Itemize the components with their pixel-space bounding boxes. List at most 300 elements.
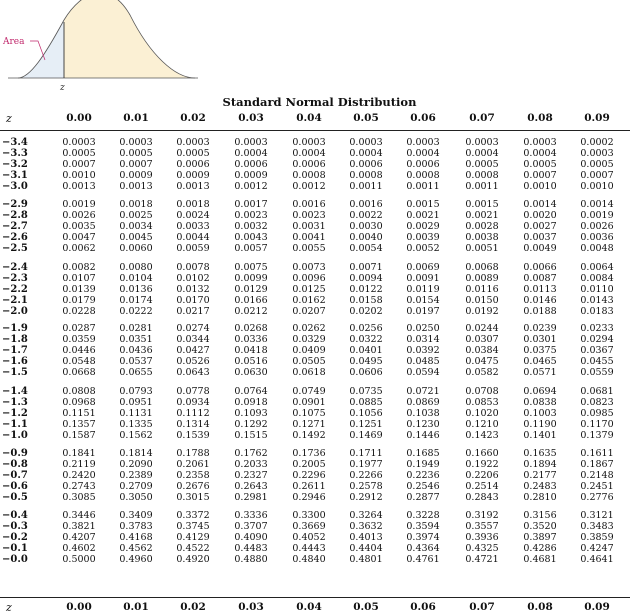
probability-cell: 0.0071 xyxy=(349,262,383,273)
probability-cell: 0.0643 xyxy=(176,367,210,379)
probability-cell: 0.1210 xyxy=(465,419,499,431)
probability-cell: 0.0721 xyxy=(406,386,440,397)
probability-cell: 0.0011 xyxy=(465,181,499,193)
probability-cell: 0.0015 xyxy=(465,199,499,210)
column-header-0-06: 0.06 xyxy=(410,112,436,124)
probability-cell: 0.0010 xyxy=(523,181,557,193)
probability-cell: 0.2005 xyxy=(292,459,326,471)
probability-cell: 0.0465 xyxy=(523,356,557,368)
probability-cell: 0.0051 xyxy=(465,243,499,255)
probability-cell: 0.0026 xyxy=(580,221,614,233)
probability-cell: 0.0314 xyxy=(406,334,440,346)
probability-cell: 0.0166 xyxy=(234,295,268,307)
probability-cell: 0.0418 xyxy=(234,345,268,357)
probability-cell: 0.0064 xyxy=(580,262,614,273)
probability-cell: 0.4364 xyxy=(406,543,440,555)
probability-cell: 0.0003 xyxy=(349,137,383,148)
probability-cell: 0.0869 xyxy=(406,397,440,409)
z-value: −2.2 xyxy=(2,284,28,296)
probability-cell: 0.0005 xyxy=(62,148,96,160)
probability-cell: 0.0006 xyxy=(349,159,383,171)
probability-cell: 0.3336 xyxy=(234,510,268,521)
probability-cell: 0.1660 xyxy=(465,448,499,459)
z-value: −2.7 xyxy=(2,221,28,233)
probability-cell: 0.0008 xyxy=(465,170,499,182)
probability-cell: 0.1788 xyxy=(176,448,210,459)
probability-cell: 0.0668 xyxy=(62,367,96,379)
probability-cell: 0.0008 xyxy=(349,170,383,182)
probability-cell: 0.0174 xyxy=(119,295,153,307)
probability-cell: 0.3632 xyxy=(349,521,383,533)
z-value: −0.3 xyxy=(2,521,28,533)
probability-cell: 0.3264 xyxy=(349,510,383,521)
probability-cell: 0.1611 xyxy=(580,448,614,459)
probability-cell: 0.0005 xyxy=(176,148,210,160)
probability-cell: 0.0030 xyxy=(349,221,383,233)
probability-cell: 0.2981 xyxy=(234,492,268,504)
probability-cell: 0.2776 xyxy=(580,492,614,504)
z-value: −1.8 xyxy=(2,334,28,346)
probability-cell: 0.0027 xyxy=(523,221,557,233)
probability-cell: 0.0012 xyxy=(292,181,326,193)
probability-cell: 0.0119 xyxy=(406,284,440,296)
probability-cell: 0.1357 xyxy=(62,419,96,431)
column-footer-0-01: 0.01 xyxy=(123,601,149,613)
probability-cell: 0.0054 xyxy=(349,243,383,255)
probability-cell: 0.0062 xyxy=(62,243,96,255)
probability-cell: 0.2266 xyxy=(349,470,383,482)
probability-cell: 0.4090 xyxy=(234,532,268,544)
probability-cell: 0.0038 xyxy=(465,232,499,244)
probability-cell: 0.0004 xyxy=(523,148,557,160)
probability-cell: 0.0005 xyxy=(580,159,614,171)
probability-cell: 0.2709 xyxy=(119,481,153,493)
probability-cell: 0.0036 xyxy=(580,232,614,244)
z-value: −0.4 xyxy=(2,510,28,521)
probability-cell: 0.0125 xyxy=(292,284,326,296)
probability-cell: 0.4207 xyxy=(62,532,96,544)
probability-cell: 0.0004 xyxy=(292,148,326,160)
probability-cell: 0.0023 xyxy=(234,210,268,222)
probability-cell: 0.2090 xyxy=(119,459,153,471)
probability-cell: 0.4129 xyxy=(176,532,210,544)
z-value: −3.0 xyxy=(2,181,28,193)
probability-cell: 0.0537 xyxy=(119,356,153,368)
probability-cell: 0.0336 xyxy=(234,334,268,346)
probability-cell: 0.0505 xyxy=(292,356,326,368)
probability-cell: 0.1736 xyxy=(292,448,326,459)
probability-cell: 0.0087 xyxy=(523,273,557,285)
probability-cell: 0.4602 xyxy=(62,543,96,555)
probability-cell: 0.0006 xyxy=(406,159,440,171)
probability-cell: 0.0475 xyxy=(465,356,499,368)
probability-cell: 0.4286 xyxy=(523,543,557,555)
probability-cell: 0.0778 xyxy=(176,386,210,397)
column-header-0-08: 0.08 xyxy=(527,112,553,124)
normal-curve-figure xyxy=(0,0,200,100)
probability-cell: 0.0041 xyxy=(292,232,326,244)
probability-cell: 0.0885 xyxy=(349,397,383,409)
probability-cell: 0.0571 xyxy=(523,367,557,379)
probability-cell: 0.1814 xyxy=(119,448,153,459)
probability-cell: 0.0274 xyxy=(176,323,210,334)
z-value: −0.0 xyxy=(2,554,28,566)
probability-cell: 0.1949 xyxy=(406,459,440,471)
probability-cell: 0.1335 xyxy=(119,419,153,431)
z-value: −1.0 xyxy=(2,430,28,442)
probability-cell: 0.1469 xyxy=(349,430,383,442)
probability-cell: 0.0455 xyxy=(580,356,614,368)
probability-cell: 0.0808 xyxy=(62,386,96,397)
probability-cell: 0.0005 xyxy=(465,159,499,171)
probability-cell: 0.0032 xyxy=(234,221,268,233)
probability-cell: 0.0094 xyxy=(349,273,383,285)
z-value: −2.8 xyxy=(2,210,28,222)
probability-cell: 0.1841 xyxy=(62,448,96,459)
probability-cell: 0.0104 xyxy=(119,273,153,285)
probability-cell: 0.0188 xyxy=(523,306,557,318)
probability-cell: 0.3669 xyxy=(292,521,326,533)
probability-cell: 0.2061 xyxy=(176,459,210,471)
probability-cell: 0.0110 xyxy=(580,284,614,296)
probability-cell: 0.0084 xyxy=(580,273,614,285)
z-value: −3.1 xyxy=(2,170,28,182)
probability-cell: 0.1423 xyxy=(465,430,499,442)
probability-cell: 0.0019 xyxy=(62,199,96,210)
probability-cell: 0.0014 xyxy=(580,199,614,210)
probability-cell: 0.0007 xyxy=(119,159,153,171)
z-value: −1.3 xyxy=(2,397,28,409)
probability-cell: 0.4960 xyxy=(119,554,153,566)
probability-cell: 0.1922 xyxy=(465,459,499,471)
probability-cell: 0.1151 xyxy=(62,408,96,420)
probability-cell: 0.0162 xyxy=(292,295,326,307)
probability-cell: 0.0116 xyxy=(465,284,499,296)
z-value: −2.4 xyxy=(2,262,28,273)
probability-cell: 0.0022 xyxy=(349,210,383,222)
probability-cell: 0.0026 xyxy=(62,210,96,222)
probability-cell: 0.1635 xyxy=(523,448,557,459)
z-value: −1.5 xyxy=(2,367,28,379)
probability-cell: 0.0009 xyxy=(176,170,210,182)
column-header-0-05: 0.05 xyxy=(353,112,379,124)
probability-cell: 0.4761 xyxy=(406,554,440,566)
probability-cell: 0.0016 xyxy=(349,199,383,210)
probability-cell: 0.5000 xyxy=(62,554,96,566)
probability-cell: 0.0003 xyxy=(465,137,499,148)
z-value: −0.6 xyxy=(2,481,28,493)
probability-cell: 0.0132 xyxy=(176,284,210,296)
probability-cell: 0.1056 xyxy=(349,408,383,420)
probability-cell: 0.0401 xyxy=(349,345,383,357)
probability-cell: 0.2743 xyxy=(62,481,96,493)
probability-cell: 0.0823 xyxy=(580,397,614,409)
column-footer-0-09: 0.09 xyxy=(584,601,610,613)
probability-cell: 0.0516 xyxy=(234,356,268,368)
probability-cell: 0.3557 xyxy=(465,521,499,533)
probability-cell: 0.3192 xyxy=(465,510,499,521)
probability-cell: 0.0037 xyxy=(523,232,557,244)
probability-cell: 0.1711 xyxy=(349,448,383,459)
probability-cell: 0.0029 xyxy=(406,221,440,233)
probability-cell: 0.0735 xyxy=(349,386,383,397)
probability-cell: 0.0091 xyxy=(406,273,440,285)
probability-cell: 0.0113 xyxy=(523,284,557,296)
probability-cell: 0.0023 xyxy=(292,210,326,222)
z-footer: z xyxy=(6,601,12,614)
probability-cell: 0.0043 xyxy=(234,232,268,244)
probability-cell: 0.2236 xyxy=(406,470,440,482)
probability-cell: 0.0287 xyxy=(62,323,96,334)
probability-cell: 0.0099 xyxy=(234,273,268,285)
probability-cell: 0.0207 xyxy=(292,306,326,318)
probability-cell: 0.1762 xyxy=(234,448,268,459)
column-header-0-02: 0.02 xyxy=(180,112,206,124)
probability-cell: 0.1131 xyxy=(119,408,153,420)
probability-cell: 0.0749 xyxy=(292,386,326,397)
z-value: −0.1 xyxy=(2,543,28,555)
probability-cell: 0.0089 xyxy=(465,273,499,285)
probability-cell: 0.1020 xyxy=(465,408,499,420)
probability-cell: 0.3409 xyxy=(119,510,153,521)
z-value: −2.1 xyxy=(2,295,28,307)
probability-cell: 0.1515 xyxy=(234,430,268,442)
probability-cell: 0.3300 xyxy=(292,510,326,521)
probability-cell: 0.0329 xyxy=(292,334,326,346)
probability-cell: 0.0004 xyxy=(234,148,268,160)
probability-cell: 0.1075 xyxy=(292,408,326,420)
probability-cell: 0.2676 xyxy=(176,481,210,493)
column-footer-0-00: 0.00 xyxy=(66,601,92,613)
probability-cell: 0.0102 xyxy=(176,273,210,285)
z-value: −1.6 xyxy=(2,356,28,368)
z-value: −2.0 xyxy=(2,306,28,318)
column-footer-0-06: 0.06 xyxy=(410,601,436,613)
probability-cell: 0.2327 xyxy=(234,470,268,482)
probability-cell: 0.0019 xyxy=(580,210,614,222)
probability-cell: 0.0069 xyxy=(406,262,440,273)
probability-cell: 0.0384 xyxy=(465,345,499,357)
probability-cell: 0.0618 xyxy=(292,367,326,379)
column-header-0-09: 0.09 xyxy=(584,112,610,124)
probability-cell: 0.0031 xyxy=(292,221,326,233)
probability-cell: 0.1271 xyxy=(292,419,326,431)
probability-cell: 0.0918 xyxy=(234,397,268,409)
probability-cell: 0.0034 xyxy=(119,221,153,233)
probability-cell: 0.0010 xyxy=(62,170,96,182)
probability-cell: 0.1401 xyxy=(523,430,557,442)
probability-cell: 0.0075 xyxy=(234,262,268,273)
probability-cell: 0.4920 xyxy=(176,554,210,566)
probability-cell: 0.0150 xyxy=(465,295,499,307)
probability-cell: 0.0066 xyxy=(523,262,557,273)
probability-cell: 0.0122 xyxy=(349,284,383,296)
probability-cell: 0.0025 xyxy=(119,210,153,222)
probability-cell: 0.0096 xyxy=(292,273,326,285)
probability-cell: 0.3745 xyxy=(176,521,210,533)
probability-cell: 0.0020 xyxy=(523,210,557,222)
probability-cell: 0.3015 xyxy=(176,492,210,504)
probability-cell: 0.0136 xyxy=(119,284,153,296)
probability-cell: 0.3859 xyxy=(580,532,614,544)
probability-cell: 0.0013 xyxy=(62,181,96,193)
z-header: z xyxy=(6,112,12,125)
z-value: −2.9 xyxy=(2,199,28,210)
probability-cell: 0.0392 xyxy=(406,345,440,357)
probability-cell: 0.0035 xyxy=(62,221,96,233)
probability-cell: 0.0003 xyxy=(176,137,210,148)
probability-cell: 0.4247 xyxy=(580,543,614,555)
probability-cell: 0.3594 xyxy=(406,521,440,533)
probability-cell: 0.2451 xyxy=(580,481,614,493)
probability-cell: 0.4840 xyxy=(292,554,326,566)
z-value: −0.2 xyxy=(2,532,28,544)
probability-cell: 0.2177 xyxy=(523,470,557,482)
probability-cell: 0.1379 xyxy=(580,430,614,442)
probability-cell: 0.0233 xyxy=(580,323,614,334)
probability-cell: 0.1977 xyxy=(349,459,383,471)
z-value: −0.8 xyxy=(2,459,28,471)
probability-cell: 0.3936 xyxy=(465,532,499,544)
probability-cell: 0.0016 xyxy=(292,199,326,210)
probability-cell: 0.0606 xyxy=(349,367,383,379)
probability-cell: 0.1170 xyxy=(580,419,614,431)
z-value: −2.6 xyxy=(2,232,28,244)
probability-cell: 0.4404 xyxy=(349,543,383,555)
probability-cell: 0.0049 xyxy=(523,243,557,255)
probability-cell: 0.0002 xyxy=(580,137,614,148)
z-value: −2.3 xyxy=(2,273,28,285)
probability-cell: 0.2877 xyxy=(406,492,440,504)
probability-cell: 0.2514 xyxy=(465,481,499,493)
probability-cell: 0.1446 xyxy=(406,430,440,442)
probability-cell: 0.2611 xyxy=(292,481,326,493)
probability-cell: 0.0427 xyxy=(176,345,210,357)
column-header-0-04: 0.04 xyxy=(296,112,322,124)
column-footer-0-03: 0.03 xyxy=(238,601,264,613)
probability-cell: 0.0179 xyxy=(62,295,96,307)
probability-cell: 0.1038 xyxy=(406,408,440,420)
probability-cell: 0.2546 xyxy=(406,481,440,493)
probability-cell: 0.2578 xyxy=(349,481,383,493)
probability-cell: 0.0934 xyxy=(176,397,210,409)
probability-cell: 0.3483 xyxy=(580,521,614,533)
probability-cell: 0.0009 xyxy=(234,170,268,182)
probability-cell: 0.4681 xyxy=(523,554,557,566)
probability-cell: 0.0344 xyxy=(176,334,210,346)
z-value: −3.2 xyxy=(2,159,28,171)
probability-cell: 0.2912 xyxy=(349,492,383,504)
probability-cell: 0.2358 xyxy=(176,470,210,482)
z-value: −2.5 xyxy=(2,243,28,255)
probability-cell: 0.0073 xyxy=(292,262,326,273)
figure-z-label: z xyxy=(60,83,65,93)
probability-cell: 0.0007 xyxy=(523,170,557,182)
probability-cell: 0.3372 xyxy=(176,510,210,521)
probability-cell: 0.1685 xyxy=(406,448,440,459)
z-value: −0.5 xyxy=(2,492,28,504)
probability-cell: 0.0158 xyxy=(349,295,383,307)
probability-cell: 0.1190 xyxy=(523,419,557,431)
probability-cell: 0.0007 xyxy=(580,170,614,182)
probability-cell: 0.0262 xyxy=(292,323,326,334)
probability-cell: 0.4522 xyxy=(176,543,210,555)
probability-cell: 0.0044 xyxy=(176,232,210,244)
probability-cell: 0.3050 xyxy=(119,492,153,504)
probability-cell: 0.1003 xyxy=(523,408,557,420)
column-header-0-03: 0.03 xyxy=(238,112,264,124)
probability-cell: 0.0045 xyxy=(119,232,153,244)
probability-cell: 0.0060 xyxy=(119,243,153,255)
z-value: −1.7 xyxy=(2,345,28,357)
probability-cell: 0.0018 xyxy=(176,199,210,210)
z-value: −0.9 xyxy=(2,448,28,459)
probability-cell: 0.0409 xyxy=(292,345,326,357)
z-value: −1.2 xyxy=(2,408,28,420)
probability-cell: 0.0301 xyxy=(523,334,557,346)
z-value: −1.1 xyxy=(2,419,28,431)
probability-cell: 0.0202 xyxy=(349,306,383,318)
probability-cell: 0.0192 xyxy=(465,306,499,318)
probability-cell: 0.0011 xyxy=(349,181,383,193)
probability-cell: 0.0764 xyxy=(234,386,268,397)
probability-cell: 0.0526 xyxy=(176,356,210,368)
z-value: −1.9 xyxy=(2,323,28,334)
z-value: −3.4 xyxy=(2,137,28,148)
probability-cell: 0.0436 xyxy=(119,345,153,357)
probability-cell: 0.2389 xyxy=(119,470,153,482)
probability-cell: 0.0015 xyxy=(406,199,440,210)
probability-cell: 0.2843 xyxy=(465,492,499,504)
probability-cell: 0.0548 xyxy=(62,356,96,368)
column-footer-0-02: 0.02 xyxy=(180,601,206,613)
z-value: −0.7 xyxy=(2,470,28,482)
probability-cell: 0.3897 xyxy=(523,532,557,544)
probability-cell: 0.0212 xyxy=(234,306,268,318)
probability-cell: 0.0694 xyxy=(523,386,557,397)
probability-cell: 0.0183 xyxy=(580,306,614,318)
probability-cell: 0.0708 xyxy=(465,386,499,397)
probability-cell: 0.0008 xyxy=(406,170,440,182)
probability-cell: 0.0082 xyxy=(62,262,96,273)
probability-cell: 0.0003 xyxy=(62,137,96,148)
probability-cell: 0.0239 xyxy=(523,323,557,334)
probability-cell: 0.0006 xyxy=(292,159,326,171)
probability-cell: 0.2206 xyxy=(465,470,499,482)
probability-cell: 0.0006 xyxy=(176,159,210,171)
probability-cell: 0.0003 xyxy=(523,137,557,148)
probability-cell: 0.0485 xyxy=(406,356,440,368)
probability-cell: 0.1539 xyxy=(176,430,210,442)
probability-cell: 0.4168 xyxy=(119,532,153,544)
probability-cell: 0.0359 xyxy=(62,334,96,346)
probability-cell: 0.1230 xyxy=(406,419,440,431)
probability-cell: 0.0040 xyxy=(349,232,383,244)
probability-cell: 0.2148 xyxy=(580,470,614,482)
probability-cell: 0.3085 xyxy=(62,492,96,504)
column-footer-0-05: 0.05 xyxy=(353,601,379,613)
probability-cell: 0.0010 xyxy=(580,181,614,193)
probability-cell: 0.0582 xyxy=(465,367,499,379)
probability-cell: 0.0107 xyxy=(62,273,96,285)
probability-cell: 0.0003 xyxy=(406,137,440,148)
footer-rule xyxy=(0,597,630,598)
probability-cell: 0.0375 xyxy=(523,345,557,357)
probability-cell: 0.0367 xyxy=(580,345,614,357)
probability-cell: 0.0052 xyxy=(406,243,440,255)
probability-cell: 0.0968 xyxy=(62,397,96,409)
probability-cell: 0.0197 xyxy=(406,306,440,318)
